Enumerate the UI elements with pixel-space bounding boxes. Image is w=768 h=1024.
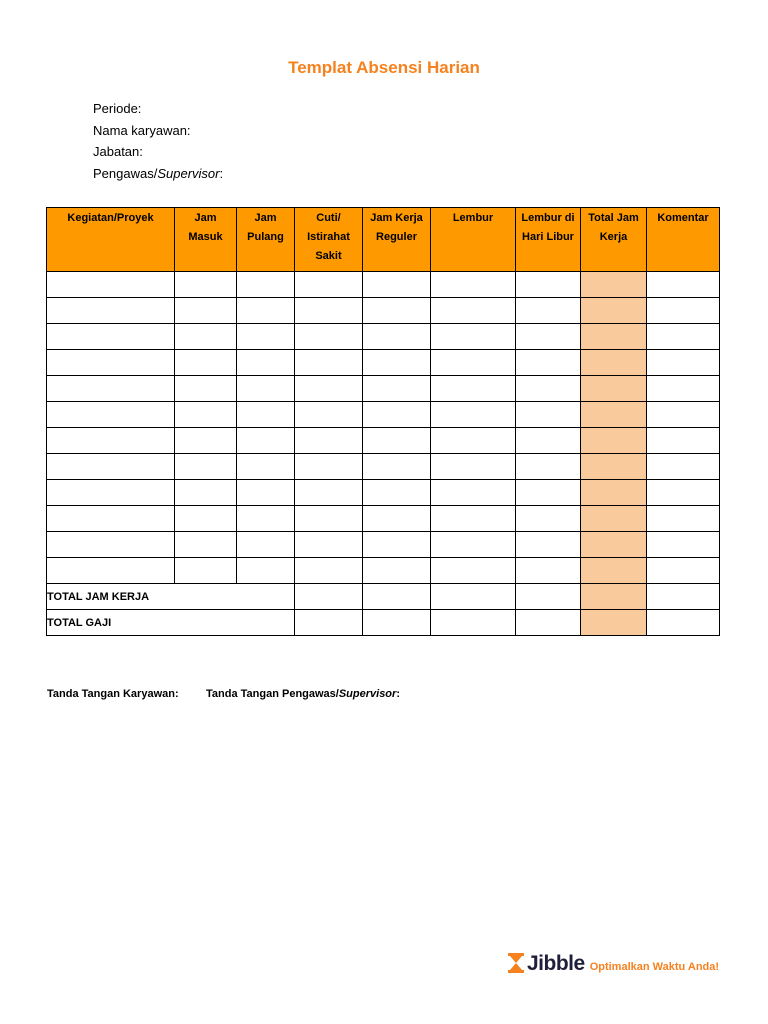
table-cell[interactable] xyxy=(237,324,295,350)
table-cell[interactable] xyxy=(237,480,295,506)
supervisor-signature-label: Tanda Tangan Pengawas/Supervisor: xyxy=(206,688,400,700)
table-cell[interactable] xyxy=(647,298,720,324)
position-field: Jabatan: xyxy=(93,144,143,159)
table-cell[interactable] xyxy=(647,610,720,636)
table-cell[interactable] xyxy=(295,584,363,610)
table-cell[interactable] xyxy=(581,272,647,298)
table-cell[interactable] xyxy=(516,480,581,506)
table-cell[interactable] xyxy=(581,428,647,454)
attendance-table xyxy=(46,207,720,636)
table-row xyxy=(47,298,720,324)
table-cell[interactable] xyxy=(47,532,175,558)
table-cell[interactable] xyxy=(431,428,516,454)
table-cell[interactable] xyxy=(295,402,363,428)
table-cell[interactable] xyxy=(295,610,363,636)
table-cell[interactable] xyxy=(363,532,431,558)
table-cell[interactable] xyxy=(431,610,516,636)
table-cell[interactable] xyxy=(581,558,647,584)
table-cell[interactable] xyxy=(363,402,431,428)
table-cell[interactable] xyxy=(47,506,175,532)
table-cell[interactable] xyxy=(295,376,363,402)
table-cell[interactable] xyxy=(295,272,363,298)
table-cell[interactable] xyxy=(431,506,516,532)
table-cell[interactable] xyxy=(516,610,581,636)
header-activity: Kegiatan/Proyek xyxy=(47,208,175,272)
hourglass-icon xyxy=(508,953,524,973)
jibble-branding xyxy=(508,950,719,976)
header-clock-out: Jam Pulang xyxy=(237,208,295,272)
table-cell[interactable] xyxy=(431,532,516,558)
table-cell[interactable] xyxy=(47,324,175,350)
table-cell[interactable] xyxy=(431,454,516,480)
table-cell[interactable] xyxy=(363,350,431,376)
table-cell[interactable] xyxy=(647,350,720,376)
header-overtime: Lembur xyxy=(431,208,516,272)
table-row xyxy=(47,480,720,506)
table-cell[interactable] xyxy=(647,558,720,584)
table-cell[interactable] xyxy=(516,506,581,532)
table-cell[interactable] xyxy=(175,480,237,506)
employee-name-field: Nama karyawan: xyxy=(93,122,191,138)
table-cell[interactable] xyxy=(237,558,295,584)
table-cell[interactable] xyxy=(581,480,647,506)
table-cell[interactable] xyxy=(47,272,175,298)
table-cell[interactable] xyxy=(175,350,237,376)
table-cell[interactable] xyxy=(237,376,295,402)
total-hours-row xyxy=(47,584,720,610)
table-cell[interactable] xyxy=(431,584,516,610)
table-cell[interactable] xyxy=(516,532,581,558)
table-header-row xyxy=(47,208,720,272)
header-clock-in: Jam Masuk xyxy=(175,208,237,272)
employee-signature-label: Tanda Tangan Karyawan: xyxy=(47,688,179,700)
table-cell[interactable] xyxy=(516,454,581,480)
table-cell[interactable] xyxy=(581,376,647,402)
table-cell[interactable] xyxy=(47,350,175,376)
table-row xyxy=(47,532,720,558)
table-cell[interactable] xyxy=(295,428,363,454)
page-title: Templat Absensi Harian xyxy=(288,58,480,77)
brand-name: Jibble xyxy=(527,952,585,975)
table-cell[interactable] xyxy=(581,402,647,428)
table-row xyxy=(47,506,720,532)
table-cell[interactable] xyxy=(647,272,720,298)
table-cell[interactable] xyxy=(295,558,363,584)
table-cell[interactable] xyxy=(175,376,237,402)
table-row xyxy=(47,272,720,298)
table-cell[interactable] xyxy=(363,272,431,298)
total-pay-row xyxy=(47,610,720,636)
table-row xyxy=(47,558,720,584)
table-cell[interactable] xyxy=(647,480,720,506)
header-comment: Komentar xyxy=(647,208,720,272)
table-cell[interactable] xyxy=(175,532,237,558)
table-cell[interactable] xyxy=(295,350,363,376)
table-cell[interactable] xyxy=(516,428,581,454)
table-cell[interactable] xyxy=(47,402,175,428)
table-cell[interactable] xyxy=(295,298,363,324)
header-total-hours: Total Jam Kerja xyxy=(581,208,647,272)
table-cell[interactable] xyxy=(516,376,581,402)
header-leave: Cuti/ Istirahat Sakit xyxy=(295,208,363,272)
table-cell[interactable] xyxy=(363,480,431,506)
table-cell[interactable] xyxy=(237,402,295,428)
table-row xyxy=(47,376,720,402)
table-cell[interactable] xyxy=(175,428,237,454)
table-cell[interactable] xyxy=(363,506,431,532)
table-cell[interactable] xyxy=(237,506,295,532)
table-cell[interactable] xyxy=(647,532,720,558)
table-cell[interactable] xyxy=(431,272,516,298)
table-cell[interactable] xyxy=(431,480,516,506)
table-row xyxy=(47,428,720,454)
table-cell[interactable] xyxy=(237,428,295,454)
total-hours-label: TOTAL JAM KERJA xyxy=(47,584,295,610)
table-cell[interactable] xyxy=(175,324,237,350)
table-cell[interactable] xyxy=(175,402,237,428)
period-field: Periode: xyxy=(93,101,142,116)
table-cell[interactable] xyxy=(47,298,175,324)
table-cell[interactable] xyxy=(516,402,581,428)
table-row xyxy=(47,324,720,350)
table-cell[interactable] xyxy=(431,350,516,376)
table-cell[interactable] xyxy=(647,376,720,402)
supervisor-field: Pengawas/Supervisor: xyxy=(93,165,224,181)
table-cell[interactable] xyxy=(647,454,720,480)
table-cell[interactable] xyxy=(363,610,431,636)
total-pay-label: TOTAL GAJI xyxy=(47,610,295,636)
table-cell[interactable] xyxy=(581,324,647,350)
table-cell[interactable] xyxy=(363,324,431,350)
table-cell[interactable] xyxy=(47,454,175,480)
table-cell[interactable] xyxy=(647,584,720,610)
table-cell[interactable] xyxy=(175,454,237,480)
table-cell[interactable] xyxy=(581,454,647,480)
table-cell[interactable] xyxy=(581,610,647,636)
table-cell[interactable] xyxy=(47,376,175,402)
table-cell[interactable] xyxy=(581,298,647,324)
table-cell[interactable] xyxy=(237,532,295,558)
table-cell[interactable] xyxy=(295,324,363,350)
table-cell[interactable] xyxy=(516,298,581,324)
table-cell[interactable] xyxy=(581,350,647,376)
table-cell[interactable] xyxy=(175,272,237,298)
table-cell[interactable] xyxy=(516,584,581,610)
table-row xyxy=(47,350,720,376)
table-cell[interactable] xyxy=(363,428,431,454)
table-cell[interactable] xyxy=(295,454,363,480)
table-cell[interactable] xyxy=(237,350,295,376)
table-cell[interactable] xyxy=(581,506,647,532)
table-cell[interactable] xyxy=(647,402,720,428)
table-cell[interactable] xyxy=(363,584,431,610)
table-cell[interactable] xyxy=(175,506,237,532)
table-cell[interactable] xyxy=(516,558,581,584)
table-cell[interactable] xyxy=(363,298,431,324)
table-cell[interactable] xyxy=(516,350,581,376)
table-cell[interactable] xyxy=(647,428,720,454)
table-cell[interactable] xyxy=(47,428,175,454)
table-cell[interactable] xyxy=(516,324,581,350)
table-row xyxy=(47,402,720,428)
table-cell[interactable] xyxy=(516,272,581,298)
header-holiday-overtime: Lembur di Hari Libur xyxy=(516,208,581,272)
table-cell[interactable] xyxy=(363,454,431,480)
table-cell[interactable] xyxy=(431,402,516,428)
table-cell[interactable] xyxy=(431,376,516,402)
table-cell[interactable] xyxy=(237,454,295,480)
table-cell[interactable] xyxy=(295,480,363,506)
table-cell[interactable] xyxy=(47,480,175,506)
table-row xyxy=(47,454,720,480)
table-cell[interactable] xyxy=(581,532,647,558)
table-cell[interactable] xyxy=(295,506,363,532)
table-cell[interactable] xyxy=(175,558,237,584)
table-cell[interactable] xyxy=(363,558,431,584)
brand-slogan: Optimalkan Waktu Anda! xyxy=(589,961,720,973)
table-cell[interactable] xyxy=(47,558,175,584)
table-cell[interactable] xyxy=(647,506,720,532)
table-cell[interactable] xyxy=(581,584,647,610)
table-cell[interactable] xyxy=(647,324,720,350)
table-cell[interactable] xyxy=(237,272,295,298)
table-cell[interactable] xyxy=(237,298,295,324)
table-cell[interactable] xyxy=(363,376,431,402)
table-cell[interactable] xyxy=(431,324,516,350)
table-cell[interactable] xyxy=(431,298,516,324)
table-body xyxy=(47,272,720,584)
table-cell[interactable] xyxy=(431,558,516,584)
table-cell[interactable] xyxy=(295,532,363,558)
header-fields xyxy=(93,100,223,186)
header-regular-hours: Jam Kerja Reguler xyxy=(363,208,431,272)
table-cell[interactable] xyxy=(175,298,237,324)
